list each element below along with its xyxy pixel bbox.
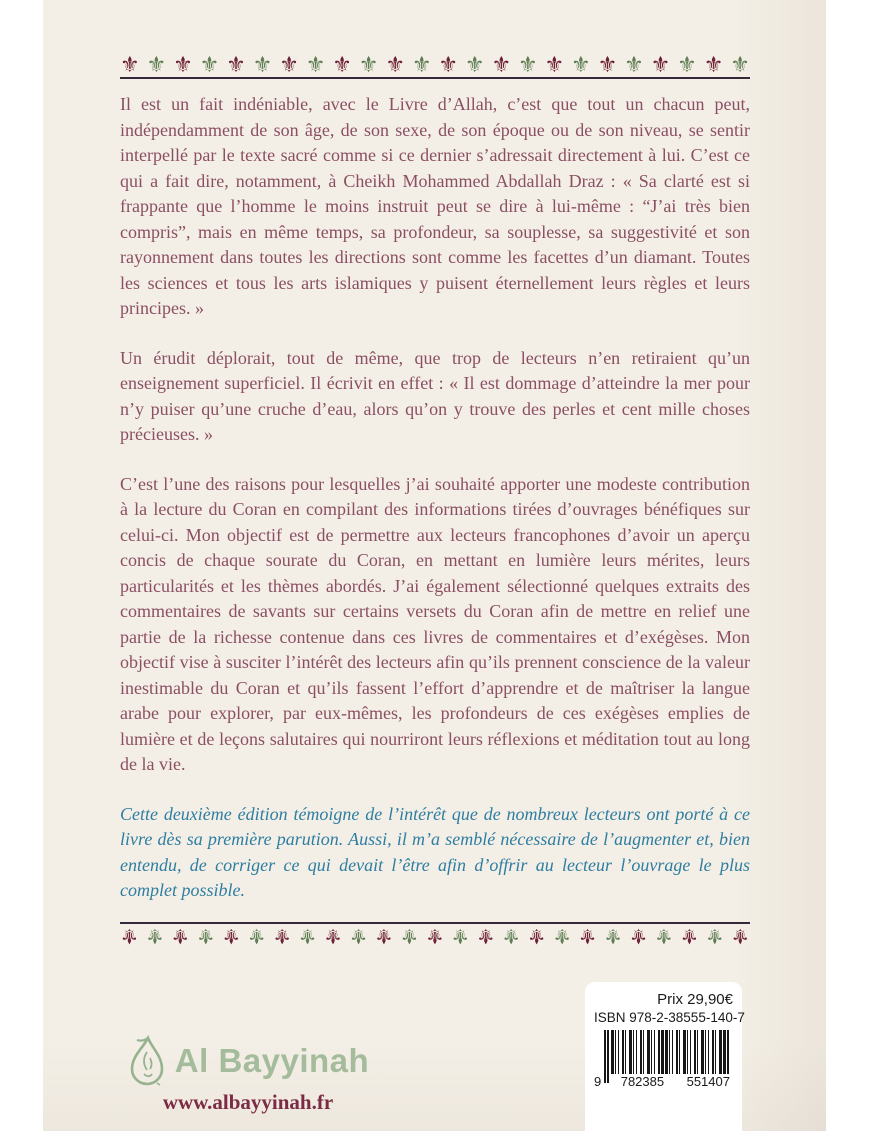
barcode-digit-group-2: 551407 [684,1074,733,1090]
publisher-name: Al Bayyinah [174,1042,370,1079]
al-bayyinah-teardrop-logo-icon [127,1034,167,1088]
barcode-digit-prefix: 9 [594,1074,602,1089]
publisher-website: www.albayyinah.fr [162,1090,334,1114]
ean13-barcode [594,1030,733,1096]
barcode-digit-group-1: 782385 [618,1074,667,1090]
edition-note: Cette deuxième édition témoigne de l’intérêt que de nombreux lecteurs ont porté à ce livre dès sa première parution. Aussi, il m’a semblé nécessaire de l’augmenter et, bien entendu, de corriger ce qui devait l’être afin d’offrir au lecteur l’ouvrage le plus complet possible. [120,803,750,900]
barcode-digits [594,1074,733,1090]
paragraph-1: Il est un fait indéniable, avec le Livre d’Allah, c’est que tout un chacun peut, indépendamment de son âge, de son sexe, de son époque ou de son niveau, se sentir interpellé par le texte sacré comme si ce dernier s’adressait directement à lui. C’est ce qui a fait dire, notamment, à Cheikh Mohammed Abdallah Draz : « Sa clarté est si frappante que l’homme le moins instruit peut se dire à lui-même : “J’ai très bien compris”, mais en même temps, sa profondeur, sa souplesse, sa suggestivité et son rayonnement dans toutes les directions sont comme les facettes d’un diamant. Toutes les sciences et tous les arts islamiques y puisent éternellement leurs règles et leurs principes. » [120,94,750,318]
paragraph-2: Un érudit déplorait, tout de même, que trop de lecteurs n’en retiraient qu’un enseignement superficiel. Il écrivit en effet : « Il est dommage d’atteindre la mer pour n’y puiser qu’une cruche d’eau, alors qu’on y trouve des perles et cent mille choses précieuses. » [120,347,750,444]
book-back-cover [43,0,826,1131]
price-text: Prix 29,90€ [657,991,733,1008]
barcode-bars [604,1030,729,1074]
body-text-block [120,79,750,904]
cover-content [120,0,750,904]
ornament-border-top-icon: ⚜ ⚜ ⚜ ⚜ ⚜ ⚜ ⚜ ⚜ ⚜ ⚜ ⚜ ⚜ ⚜ ⚜ ⚜ ⚜ ⚜ ⚜ ⚜ ⚜ ⚜ ⚜ ⚜ ⚜ [120,32,750,79]
ornament-border-bottom-icon: ⚜ ⚜ ⚜ ⚜ ⚜ ⚜ ⚜ ⚜ ⚜ ⚜ ⚜ ⚜ ⚜ ⚜ ⚜ ⚜ ⚜ ⚜ ⚜ ⚜ ⚜ ⚜ ⚜ ⚜ ⚜ [120,922,750,971]
paragraph-3: C’est l’une des raisons pour lesquelles j’ai souhaité apporter une modeste contribution à la lecture du Coran en compilant des informations tirées d’ouvrages bénéfiques sur celui-ci. Mon objectif est de permettre aux lecteurs francophones d’avoir un aperçu concis de chaque sourate du Coran, en mettant en lumière leurs mérites, leurs particularités et les thèmes abordés. J’ai également sélectionné quelques extraits des commentaires de savants sur certains versets du Coran afin de mettre en relief une partie de la richesse contenue dans ces livres de commentaires et d’exégèses. Mon objectif vise à susciter l’intérêt des lecteurs afin qu’ils prennent conscience de la valeur inestimable du Coran et qu’ils fassent l’effort d’apprendre et de maîtriser la langue arabe pour explorer, par eux-mêmes, les profondeurs de ces exégèses emplies de lumière et de leçons salutaires qui nourriront leurs réflexions et méditation tout au long de la vie. [120,473,750,774]
publisher-logo-block [113,1034,383,1115]
isbn-text: ISBN 978-2-38555-140-7 [594,1010,745,1025]
price-isbn-label [585,982,745,1131]
